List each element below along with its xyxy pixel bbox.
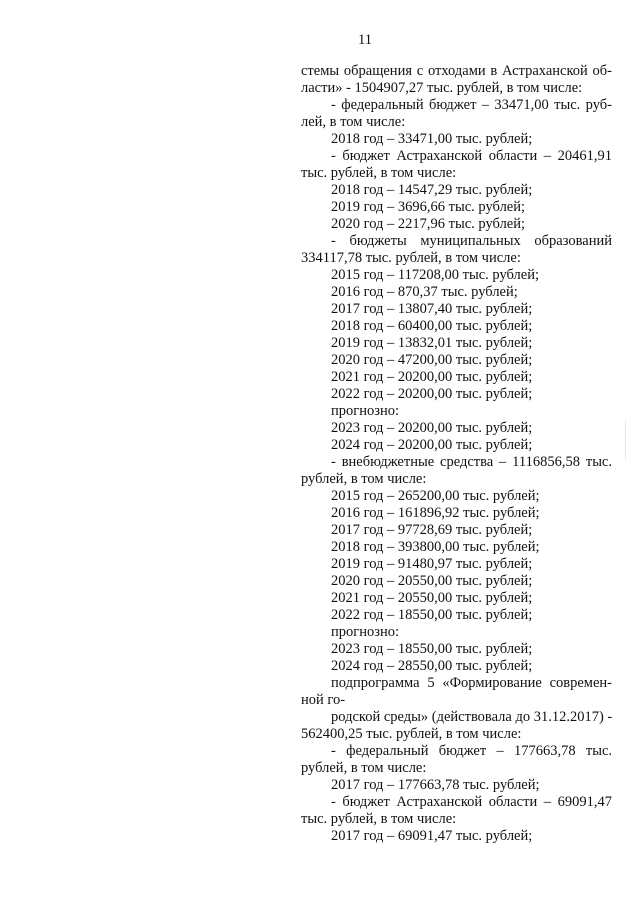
text-line: - федеральный бюджет – 33471,00 тыс. руб-	[331, 97, 612, 113]
text-line: родской среды» (действовала до 31.12.2017) -	[331, 709, 613, 725]
text-line: 2018 год – 14547,29 тыс. рублей;	[331, 182, 533, 198]
text-line: прогнозно:	[331, 403, 399, 419]
text-line: 2018 год – 60400,00 тыс. рублей;	[331, 318, 533, 334]
text-line: ной го-	[301, 692, 346, 708]
text-line: рублей, в том числе:	[301, 760, 427, 776]
text-line: 2021 год – 20200,00 тыс. рублей;	[331, 369, 533, 385]
text-line: 2017 год – 13807,40 тыс. рублей;	[331, 301, 533, 317]
scan-artifact	[625, 420, 626, 460]
text-line: - бюджеты муниципальных образований	[331, 233, 612, 249]
text-line: тыс. рублей, в том числе:	[301, 811, 457, 827]
text-line: 2020 год – 2217,96 тыс. рублей;	[331, 216, 526, 232]
page-number: 11	[358, 32, 372, 48]
text-line: 334117,78 тыс. рублей, в том числе:	[301, 250, 521, 266]
text-line: ласти» - 1504907,27 тыс. рублей, в том числе:	[301, 80, 583, 96]
text-line: 2023 год – 18550,00 тыс. рублей;	[331, 641, 533, 657]
text-line: 562400,25 тыс. рублей, в том числе:	[301, 726, 522, 742]
text-line: 2016 год – 870,37 тыс. рублей;	[331, 284, 518, 300]
text-line: рублей, в том числе:	[301, 471, 427, 487]
text-line: 2020 год – 47200,00 тыс. рублей;	[331, 352, 533, 368]
document-body	[301, 63, 612, 845]
text-line: тыс. рублей, в том числе:	[301, 165, 457, 181]
text-line: лей, в том числе:	[301, 114, 406, 130]
text-line: 2016 год – 161896,92 тыс. рублей;	[331, 505, 540, 521]
text-line: 2023 год – 20200,00 тыс. рублей;	[331, 420, 533, 436]
text-line: 2021 год – 20550,00 тыс. рублей;	[331, 590, 533, 606]
text-line: 2018 год – 393800,00 тыс. рублей;	[331, 539, 540, 555]
text-line: стемы обращения с отходами в Астраханской об-	[301, 63, 612, 79]
text-line: 2017 год – 97728,69 тыс. рублей;	[331, 522, 533, 538]
text-line: 2019 год – 13832,01 тыс. рублей;	[331, 335, 533, 351]
text-line: 2015 год – 265200,00 тыс. рублей;	[331, 488, 540, 504]
text-line: 2019 год – 91480,97 тыс. рублей;	[331, 556, 533, 572]
text-line: 2019 год – 3696,66 тыс. рублей;	[331, 199, 526, 215]
text-line: - федеральный бюджет – 177663,78 тыс.	[331, 743, 612, 759]
text-line: подпрограмма 5 «Формирование современ-	[331, 675, 612, 691]
text-line: 2024 год – 28550,00 тыс. рублей;	[331, 658, 533, 674]
text-line: 2017 год – 69091,47 тыс. рублей;	[331, 828, 533, 844]
text-line: - бюджет Астраханской области – 69091,47	[331, 794, 612, 810]
text-line: 2018 год – 33471,00 тыс. рублей;	[331, 131, 533, 147]
text-line: прогнозно:	[331, 624, 399, 640]
text-line: 2022 год – 18550,00 тыс. рублей;	[331, 607, 533, 623]
text-line: 2017 год – 177663,78 тыс. рублей;	[331, 777, 540, 793]
text-line: - внебюджетные средства – 1116856,58 тыс.	[331, 454, 612, 470]
text-line: 2024 год – 20200,00 тыс. рублей;	[331, 437, 533, 453]
text-line: 2022 год – 20200,00 тыс. рублей;	[331, 386, 533, 402]
text-line: 2020 год – 20550,00 тыс. рублей;	[331, 573, 533, 589]
text-line: 2015 год – 117208,00 тыс. рублей;	[331, 267, 539, 283]
text-line: - бюджет Астраханской области – 20461,91	[331, 148, 612, 164]
